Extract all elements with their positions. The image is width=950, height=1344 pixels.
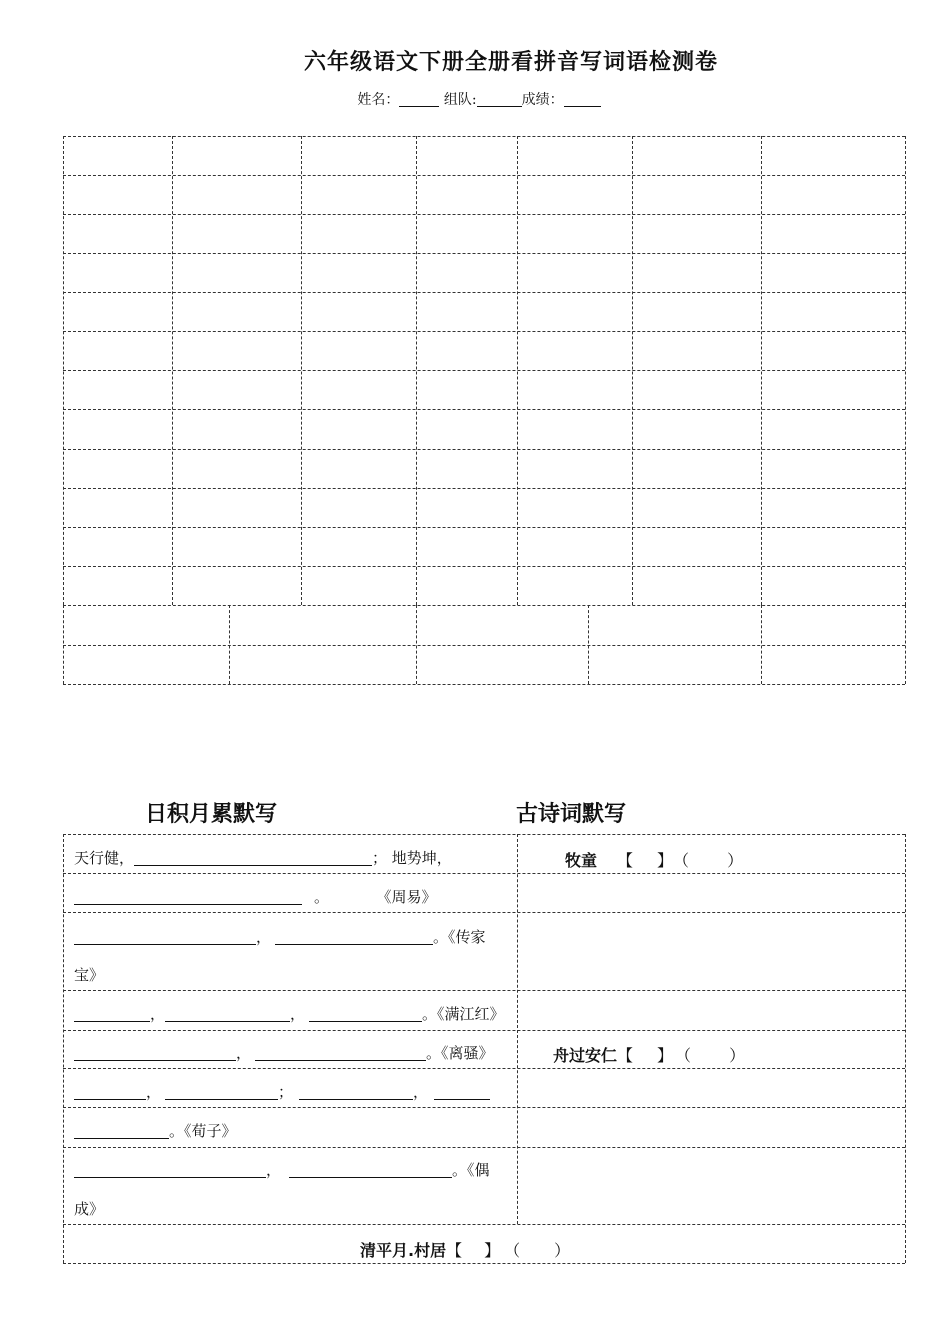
- grid-column-line: [761, 605, 762, 684]
- poem-heading-zhouguoanren: [553, 1043, 745, 1066]
- recitation-text: ，: [266, 1161, 282, 1179]
- grid-column-line: [229, 605, 230, 684]
- answer-blank[interactable]: [74, 1044, 236, 1061]
- grid-row-line: [63, 214, 905, 215]
- bracket: 】: [484, 1241, 501, 1260]
- answer-blank[interactable]: [309, 1005, 422, 1022]
- recitation-text: ； 地势坤，: [372, 849, 452, 867]
- recitation-row-6: [74, 1043, 494, 1063]
- recitation-row-8: [74, 1121, 237, 1141]
- table-row-line: [63, 873, 905, 874]
- score-blank[interactable]: [564, 92, 601, 107]
- recitation-text: ，: [236, 1044, 252, 1062]
- paren: ）: [729, 1046, 746, 1065]
- section-title-recitation: 日积月累默写: [145, 802, 278, 827]
- score-label: 成绩：: [521, 92, 564, 108]
- table-row-line: [63, 1107, 905, 1108]
- poem-title: 清平月.村居: [360, 1241, 447, 1260]
- grid-row-line: [63, 253, 905, 254]
- recitation-text: 。: [314, 888, 330, 906]
- grid-row-line: [63, 331, 905, 332]
- table-row-line: [63, 912, 905, 913]
- table-row-line: [63, 1263, 905, 1264]
- answer-blank[interactable]: [255, 1044, 426, 1061]
- recitation-text: ，: [290, 1005, 306, 1023]
- answer-blank[interactable]: [134, 849, 372, 866]
- recitation-text: ，: [256, 928, 272, 946]
- grid-row-line: [63, 449, 905, 450]
- grid-row-line: [63, 566, 905, 567]
- poem-title: 牧童: [565, 851, 598, 870]
- group-label: 组队:: [443, 92, 477, 108]
- recitation-row-4: 宝》: [74, 966, 105, 984]
- recitation-text: ，: [146, 1083, 162, 1101]
- grid-row-line: [63, 370, 905, 371]
- name-label: 姓名：: [357, 92, 400, 108]
- paren: （: [681, 851, 690, 870]
- answer-blank[interactable]: [275, 928, 433, 945]
- recitation-source: 《周易》: [384, 888, 437, 906]
- bracket: 【: [617, 1046, 634, 1065]
- answer-blank[interactable]: [74, 1161, 266, 1178]
- recitation-text: 。《满江红》: [422, 1005, 505, 1023]
- table-row-line: [63, 990, 905, 991]
- poem-heading-mutong: [565, 848, 743, 871]
- bracket: 】: [657, 1046, 674, 1065]
- table-column-line: [517, 834, 518, 1224]
- student-info-line: [0, 89, 950, 109]
- name-blank[interactable]: [399, 92, 439, 107]
- grid-column-line: [905, 136, 906, 605]
- table-row-line: [63, 1147, 905, 1148]
- grid-column-line: [416, 605, 417, 684]
- grid-column-line: [172, 136, 173, 605]
- table-column-line: [63, 834, 64, 1263]
- grid-column-line: [761, 136, 762, 605]
- grid-column-line: [517, 136, 518, 605]
- recitation-row-9: [74, 1160, 490, 1180]
- table-row-line: [63, 1224, 905, 1225]
- answer-blank[interactable]: [74, 1083, 146, 1100]
- answer-blank[interactable]: [165, 1005, 290, 1022]
- grid-column-line: [632, 136, 633, 605]
- recitation-text: 。《荀子》: [169, 1122, 237, 1140]
- table-row-line: [63, 1068, 905, 1069]
- recitation-text: ，: [150, 1005, 166, 1023]
- grid-column-line: [416, 136, 417, 605]
- recitation-row-10: 成》: [74, 1200, 105, 1218]
- answer-blank[interactable]: [165, 1083, 278, 1100]
- grid-column-line: [301, 136, 302, 605]
- grid-row-line: [63, 605, 905, 606]
- table-column-line: [905, 834, 906, 1263]
- paren: （: [512, 1241, 521, 1260]
- recitation-text: 。《偶: [452, 1161, 490, 1179]
- paren: ）: [554, 1241, 571, 1260]
- recitation-text: 。《传家: [433, 928, 486, 946]
- answer-blank[interactable]: [74, 888, 302, 905]
- grid-column-line: [63, 136, 64, 605]
- recitation-text: ；: [278, 1083, 294, 1101]
- answer-blank[interactable]: [289, 1161, 452, 1178]
- paren: ）: [727, 851, 744, 870]
- poem-heading-qingpingyue: [360, 1238, 570, 1261]
- grid-row-line: [63, 488, 905, 489]
- recitation-row-7: [74, 1082, 490, 1102]
- bracket: 】: [657, 851, 674, 870]
- answer-blank[interactable]: [74, 1122, 169, 1139]
- recitation-row-1: [74, 848, 452, 868]
- grid-row-line: [63, 409, 905, 410]
- answer-blank[interactable]: [434, 1083, 490, 1100]
- table-row-line: [63, 1030, 905, 1031]
- grid-row-line: [63, 684, 905, 685]
- section-title-poetry: 古诗词默写: [516, 802, 627, 827]
- grid-column-line: [588, 605, 589, 684]
- grid-row-line: [63, 136, 905, 137]
- table-row-line: [63, 834, 905, 835]
- bracket: 【: [617, 851, 634, 870]
- grid-row-line: [63, 175, 905, 176]
- recitation-text: ，: [413, 1083, 429, 1101]
- recitation-row-2: [74, 887, 437, 907]
- recitation-row-5: [74, 1004, 505, 1024]
- answer-blank[interactable]: [74, 1005, 150, 1022]
- poem-title: 舟过安仁: [553, 1046, 618, 1065]
- grid-row-line: [63, 645, 905, 646]
- bracket: 【: [446, 1241, 463, 1260]
- grid-column-line: [905, 605, 906, 684]
- recitation-text: 天行健，: [74, 849, 135, 867]
- grid-row-line: [63, 292, 905, 293]
- grid-row-line: [63, 527, 905, 528]
- paren: （: [683, 1046, 692, 1065]
- recitation-row-3: [74, 927, 486, 947]
- grid-column-line: [63, 605, 64, 684]
- recitation-text: 。《离骚》: [426, 1044, 494, 1062]
- group-blank[interactable]: [477, 92, 522, 107]
- page-title: 六年级语文下册全册看拼音写词语检测卷: [303, 50, 718, 75]
- answer-blank[interactable]: [299, 1083, 413, 1100]
- answer-blank[interactable]: [74, 928, 256, 945]
